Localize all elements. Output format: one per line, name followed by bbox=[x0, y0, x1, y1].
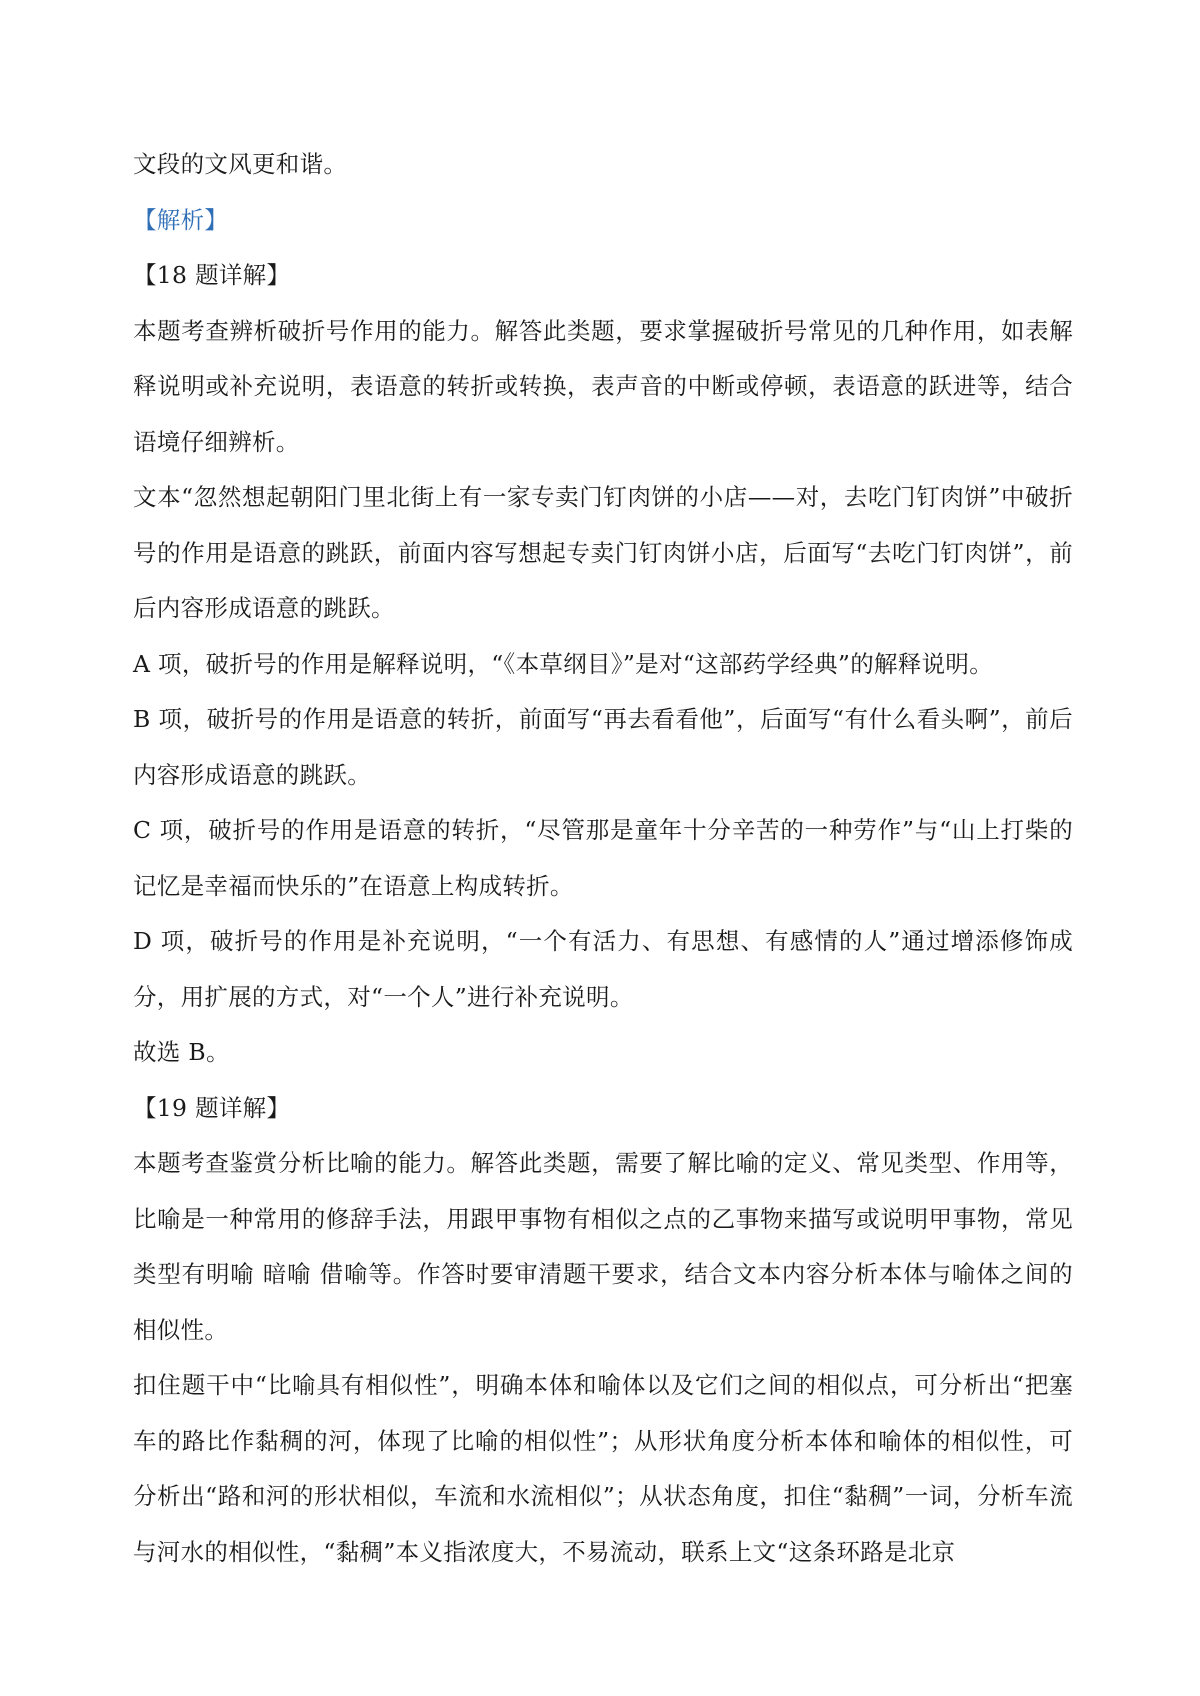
question-18-heading: 【18 题详解】 bbox=[133, 261, 291, 289]
question-18-answer: 故选 B。 bbox=[133, 1038, 230, 1066]
analysis-heading: 【解析】 bbox=[133, 205, 229, 234]
question-18-option-b: B 项，破折号的作用是语意的转折，前面写“再去看看他”，后面写“有什么看头啊”，前后内容形成语意的跳跃。 bbox=[133, 705, 1073, 789]
question-18-option-a: A 项，破折号的作用是解释说明，“《本草纲目》”是对“这部药学经典”的解释说明。 bbox=[133, 649, 993, 678]
question-18-option-c: C 项，破折号的作用是语意的转折，“尽管那是童年十分辛苦的一种劳作”与“山上打柴的记忆是幸福而快乐的”在语意上构成转折。 bbox=[133, 816, 1073, 900]
question-19-text-analysis: 扣住题干中“比喻具有相似性”，明确本体和喻体以及它们之间的相似点，可分析出“把塞车的路比作黏稠的河，体现了比喻的相似性”；从形状角度分析本体和喻体的相似性，可分析出“路和河的形状相似，车流和水流相似”；从状态角度，扣住“黏稠”一词，分析车流与河水的相似性，“黏稠”本义指浓度大，不易流动，联系上文“这条环路是北京 bbox=[133, 1371, 1073, 1566]
continuation-line: 文段的文风更和谐。 bbox=[133, 150, 348, 178]
question-18-text-analysis: 文本“忽然想起朝阳门里北街上有一家专卖门钉肉饼的小店——对，去吃门钉肉饼”中破折号的作用是语意的跳跃，前面内容写想起专卖门钉肉饼小店，后面写“去吃门钉肉饼”，前后内容形成语意的跳跃。 bbox=[133, 483, 1073, 622]
question-19-intro: 本题考查鉴赏分析比喻的能力。解答此类题，需要了解比喻的定义、常见类型、作用等，比喻是一种常用的修辞手法，用跟甲事物有相似之点的乙事物来描写或说明甲事物，常见类型有明喻 暗喻 借喻等。作答时要审清题干要求，结合文本内容分析本体与喻体之间的相似性。 bbox=[133, 1149, 1073, 1344]
question-18-intro: 本题考查辨析破折号作用的能力。解答此类题，要求掌握破折号常见的几种作用，如表解释说明或补充说明，表语意的转折或转换，表声音的中断或停顿，表语意的跃进等，结合语境仔细辨析。 bbox=[133, 316, 1073, 456]
document-body bbox=[133, 137, 1073, 1580]
question-19-heading: 【19 题详解】 bbox=[133, 1093, 291, 1122]
question-18-option-d: D 项，破折号的作用是补充说明，“一个有活力、有思想、有感情的人”通过增添修饰成分，用扩展的方式，对“一个人”进行补充说明。 bbox=[133, 927, 1073, 1011]
